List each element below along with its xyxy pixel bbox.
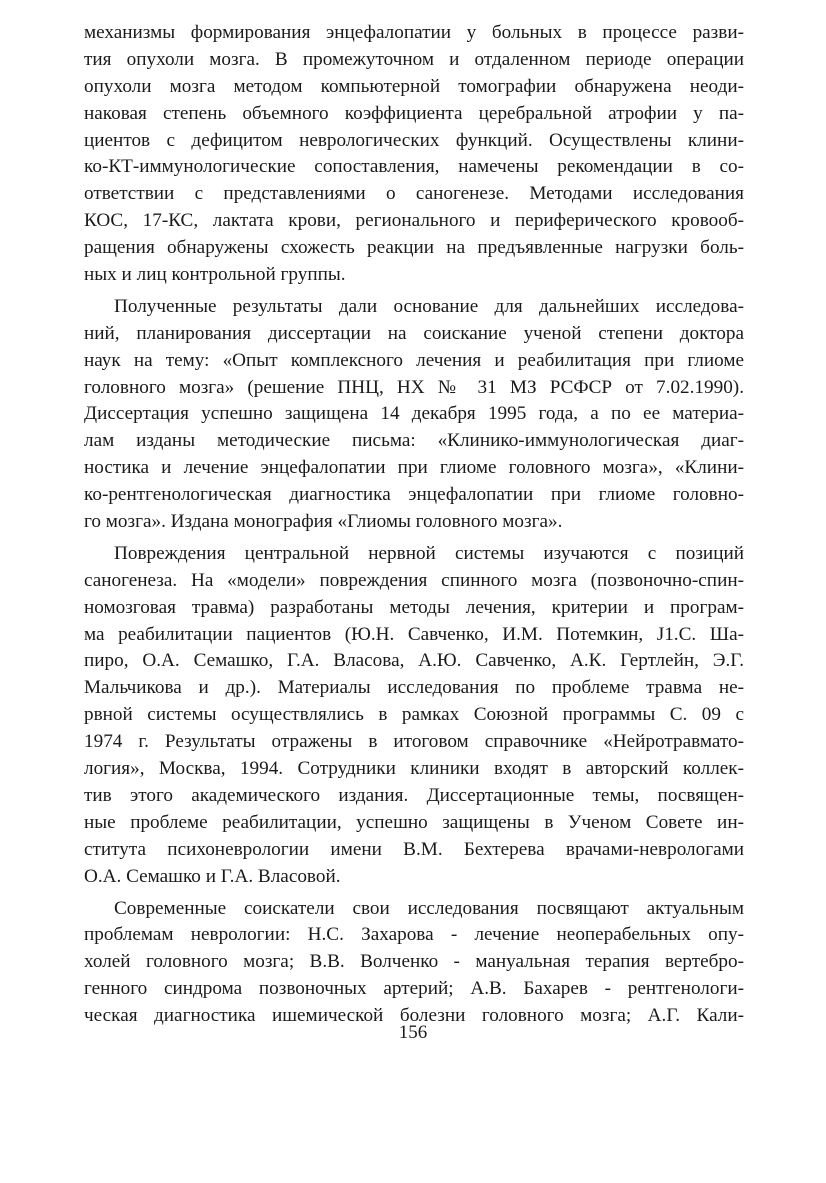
- text-line: ращения обнаружены схожесть реакции на предъявленные нагрузки боль-: [84, 237, 744, 259]
- text-line: ностика и лечение энцефалопатии при глиоме головного мозга», «Клини-: [84, 457, 744, 479]
- text-line: холей головного мозга; В.В. Волченко - мануальная терапия вертебро-: [84, 951, 744, 973]
- text-line: ститута психоневрологии имени В.М. Бехтерева врачами-неврологами: [84, 838, 744, 860]
- paragraph-1: [84, 20, 744, 289]
- text-line: Полученные результаты дали основание для дальнейших исследова-: [114, 295, 744, 317]
- text-line: тив этого академического издания. Диссертационные темы, посвящен-: [84, 784, 744, 806]
- text-line: опухоли мозга методом компьютерной томографии обнаружена неоди-: [84, 75, 744, 97]
- text-line: Диссертация успешно защищена 14 декабря 1995 года, а по ее материа-: [84, 403, 744, 425]
- paragraph-4: [84, 896, 744, 1030]
- text-line: номозговая травма) разработаны методы лечения, критерии и програм-: [84, 596, 744, 618]
- paragraph-3: [84, 541, 744, 891]
- text-line: головного мозга» (решение ПНЦ, НХ № 31 МЗ РСФСР от 7.02.1990).: [84, 376, 744, 398]
- text-line: ко-КТ-иммунологические сопоставления, намечены рекомендации в со-: [84, 156, 744, 178]
- text-line: наук на тему: «Опыт комплексного лечения и реабилитация при глиоме: [84, 349, 744, 371]
- page-body: [84, 20, 744, 1035]
- text-line: тия опухоли мозга. В промежуточном и отдаленном периоде операции: [84, 48, 744, 70]
- text-line: Современные соискатели свои исследования посвящают актуальным: [114, 897, 744, 919]
- text-line: ма реабилитации пациентов (Ю.Н. Савченко, И.М. Потемкин, J1.С. Ша-: [84, 623, 744, 645]
- text-line: Повреждения центральной нервной системы изучаются с позиций: [114, 542, 744, 564]
- text-line: логия», Москва, 1994. Сотрудники клиники входят в авторский коллек-: [84, 758, 744, 780]
- text-line: проблемам неврологии: Н.С. Захарова - лечение неоперабельных опу-: [84, 924, 744, 946]
- text-line: пиро, О.А. Семашко, Г.А. Власова, А.Ю. Савченко, А.К. Гертлейн, Э.Г.: [84, 650, 744, 672]
- text-line: 1974 г. Результаты отражены в итоговом справочнике «Нейротравмато-: [84, 731, 744, 753]
- text-line: наковая степень объемного коэффициента церебральной атрофии у па-: [84, 102, 744, 124]
- text-line: циентов с дефицитом неврологических функций. Осуществлены клини-: [84, 129, 744, 151]
- text-line: рвной системы осуществлялись в рамках Союзной программы С. 09 с: [84, 704, 744, 726]
- text-line: ные проблеме реабилитации, успешно защищены в Ученом Совете ин-: [84, 811, 744, 833]
- text-line: ко-рентгенологическая диагностика энцефалопатии при глиоме головно-: [84, 484, 744, 506]
- text-line: ных и лиц контрольной группы.: [84, 264, 346, 286]
- text-line: ответствии с представлениями о саногенезе. Методами исследования: [84, 183, 744, 205]
- text-line: саногенеза. На «модели» повреждения спинного мозга (позвоночно-спин-: [84, 569, 744, 591]
- paragraph-2: [84, 294, 744, 536]
- text-line: механизмы формирования энцефалопатии у больных в процессе разви-: [84, 22, 744, 43]
- text-line: го мозга». Издана монография «Глиомы головного мозга».: [84, 511, 563, 533]
- page-number: 156: [398, 1022, 428, 1043]
- text-line: О.А. Семашко и Г.А. Власовой.: [84, 865, 341, 887]
- text-line: Мальчикова и др.). Материалы исследования по проблеме травма не-: [84, 677, 744, 699]
- text-line: ний, планирования диссертации на соискание ученой степени доктора: [84, 322, 744, 344]
- text-line: ческая диагностика ишемической болезни головного мозга; А.Г. Кали-: [84, 1005, 744, 1027]
- text-line: генного синдрома позвоночных артерий; А.В. Бахарев - рентгенологи-: [84, 978, 744, 1000]
- text-line: лам изданы методические письма: «Клинико-иммунологическая диаг-: [84, 430, 744, 452]
- text-line: КОС, 17-КС, лактата крови, регионального и периферического кровооб-: [84, 210, 744, 232]
